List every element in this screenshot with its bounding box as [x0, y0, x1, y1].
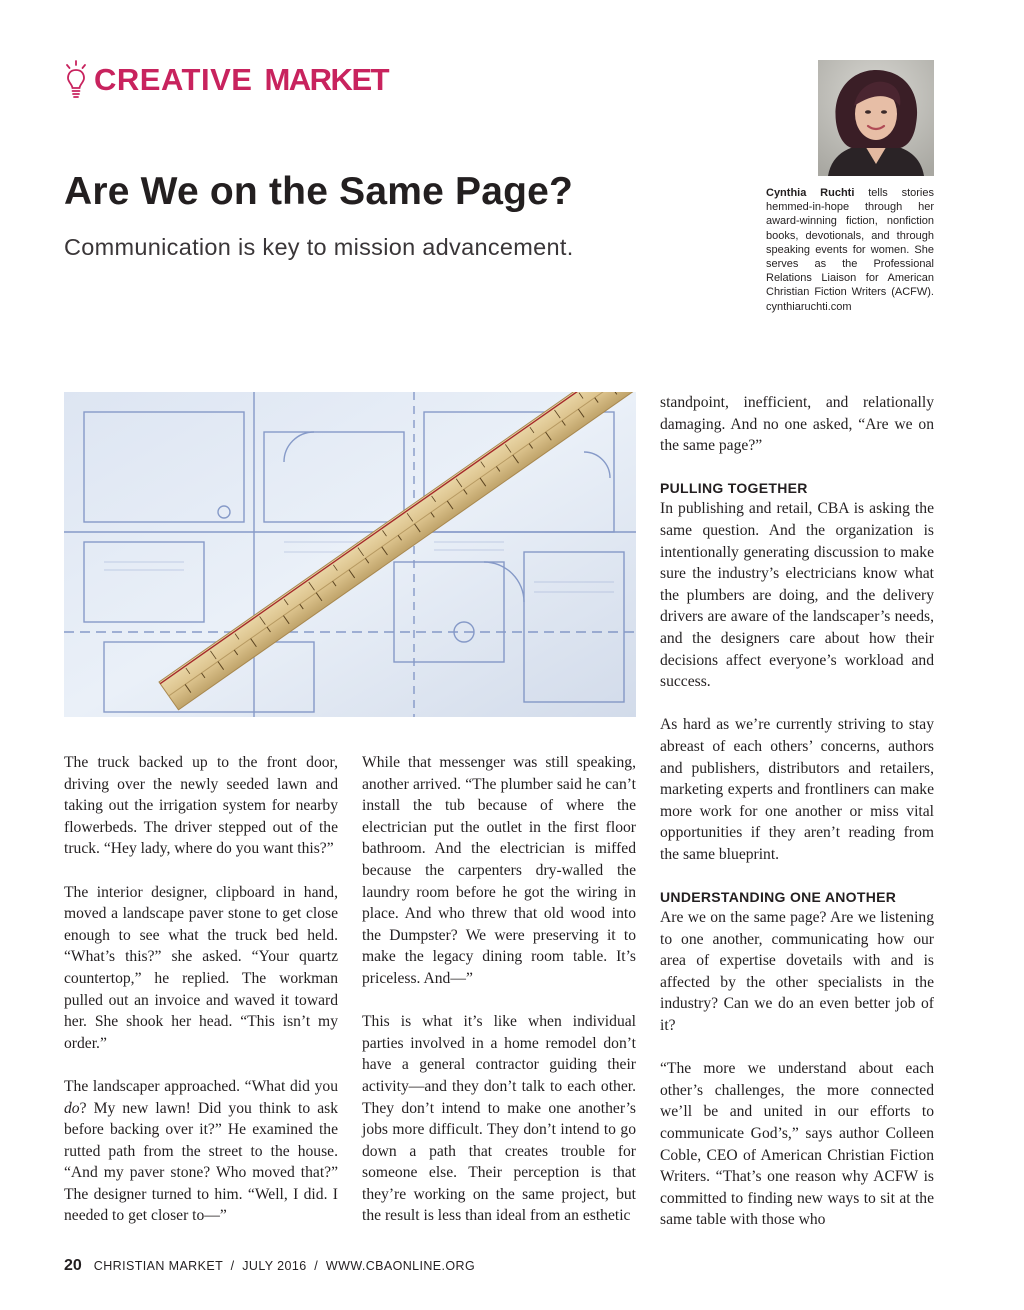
page-footer: [64, 1257, 475, 1275]
paragraph-text: The landscaper approached. “What did you: [64, 1077, 338, 1095]
paragraph: Are we on the same page? Are we listening to one another, communicating how our area of expertise dovetails with and is affected by the other specialists in the industry? Can we do an even better job of it?: [660, 909, 934, 1035]
article-title: Are We on the Same Page?: [64, 170, 574, 213]
publication-line: CHRISTIAN MARKET / JULY 2016 / WWW.CBAONLINE.ORG: [93, 1259, 476, 1273]
paragraph: [64, 1076, 338, 1227]
author-photo: [818, 60, 934, 176]
blueprint-illustration: [64, 392, 636, 717]
author-portrait-illustration: [818, 60, 934, 176]
section-logo: [64, 58, 388, 102]
paragraph: While that messenger was still speaking, another arrived. “The plumber said he can’t install the tub because of where the electrician put the outlet in the first floor bathroom. And the electrician is miffed because the carpenters dry-walled the laundry room before he got the wiring in place. And who threw that old wood into the Dumpster? We were preserving it to make the legacy dining room table. It’s priceless. And—”: [362, 754, 636, 987]
body-column-1: [64, 752, 338, 1249]
lightbulb-icon: [64, 60, 88, 100]
section-name-creative: CREATIVE: [94, 62, 253, 97]
body-column-3: [660, 392, 934, 1253]
paragraph-text: ? My new lawn! Did you think to ask before backing over it?” He examined the rutted path from the street to the house. “And my paver stone? Who moved that?” The designer turned to him. “Well, I did. I needed to get closer to—”: [64, 1099, 338, 1225]
section-name-market: MARKET: [264, 62, 389, 97]
author-bio: [766, 186, 934, 314]
author-bio-text: tells stories hemmed-in-hope through her award-winning fiction, nonfiction books, devotionals, and through speaking events for women. She serves as the Professional Relations Liaison for American Christian Fiction Writers (ACFW). cynthiaruchti.com: [766, 187, 934, 313]
paragraph: The interior designer, clipboard in hand, moved a landscape paver stone to get close enough to see what the truck bed held. “What’s this?” she asked. “Your quartz countertop,” he replied. The workman pulled out an invoice and waved it toward her. She shook her head. “This isn’t my order.”: [64, 883, 338, 1052]
blueprint-ruler-photo: [64, 392, 636, 717]
paragraph: The truck backed up to the front door, driving over the newly seeded lawn and taking out the irrigation system for nearby flowerbeds. The driver stepped out of the truck. “Hey lady, where do you want this?”: [64, 754, 338, 858]
emphasis-text: do: [64, 1099, 80, 1117]
author-name: Cynthia Ruchti: [766, 187, 855, 199]
article-subtitle: Communication is key to mission advancement.: [64, 234, 574, 260]
paragraph: As hard as we’re currently striving to stay abreast of each others’ concerns, authors and publishers, distributors and retailers, marketing experts and frontliners can make more work for one another or miss vital opportunities if they aren’t reading from the same blueprint.: [660, 716, 934, 863]
paragraph: This is what it’s like when individual parties involved in a home remodel don’t have a general contractor guiding their activity—and they don’t talk to each other. They don’t intend to make one another’s jobs more difficult. They don’t intend to go down a path that creates trouble for someone else. Their perception is that they’re working on the same project, but the result is less than ideal from an esthetic: [362, 1013, 636, 1225]
paragraph: “The more we understand about each other’s challenges, the more connected we’ll be and united in our efforts to communicate God’s,” says author Colleen Coble, CEO of American Christian Fiction Writers. “That’s one reason why ACFW is committed to finding new ways to sit at the same table with those who: [660, 1060, 934, 1229]
subheading-understanding-one-another: UNDERSTANDING ONE ANOTHER: [660, 889, 897, 906]
paragraph: In publishing and retail, CBA is asking the same question. And the organization is intentionally generating discussion to make sure the industry’s electricians know what the plumbers are doing, and the delivery drivers are aware of the landscaper’s needs, and the designers care about how their decisions affect everyone’s workload and success.: [660, 500, 934, 691]
subheading-pulling-together: PULLING TOGETHER: [660, 480, 808, 497]
page-number: 20: [64, 1257, 82, 1274]
body-column-2: [362, 752, 636, 1249]
paragraph: standpoint, inefficient, and relationally damaging. And no one asked, “Are we on the same page?”: [660, 394, 934, 455]
